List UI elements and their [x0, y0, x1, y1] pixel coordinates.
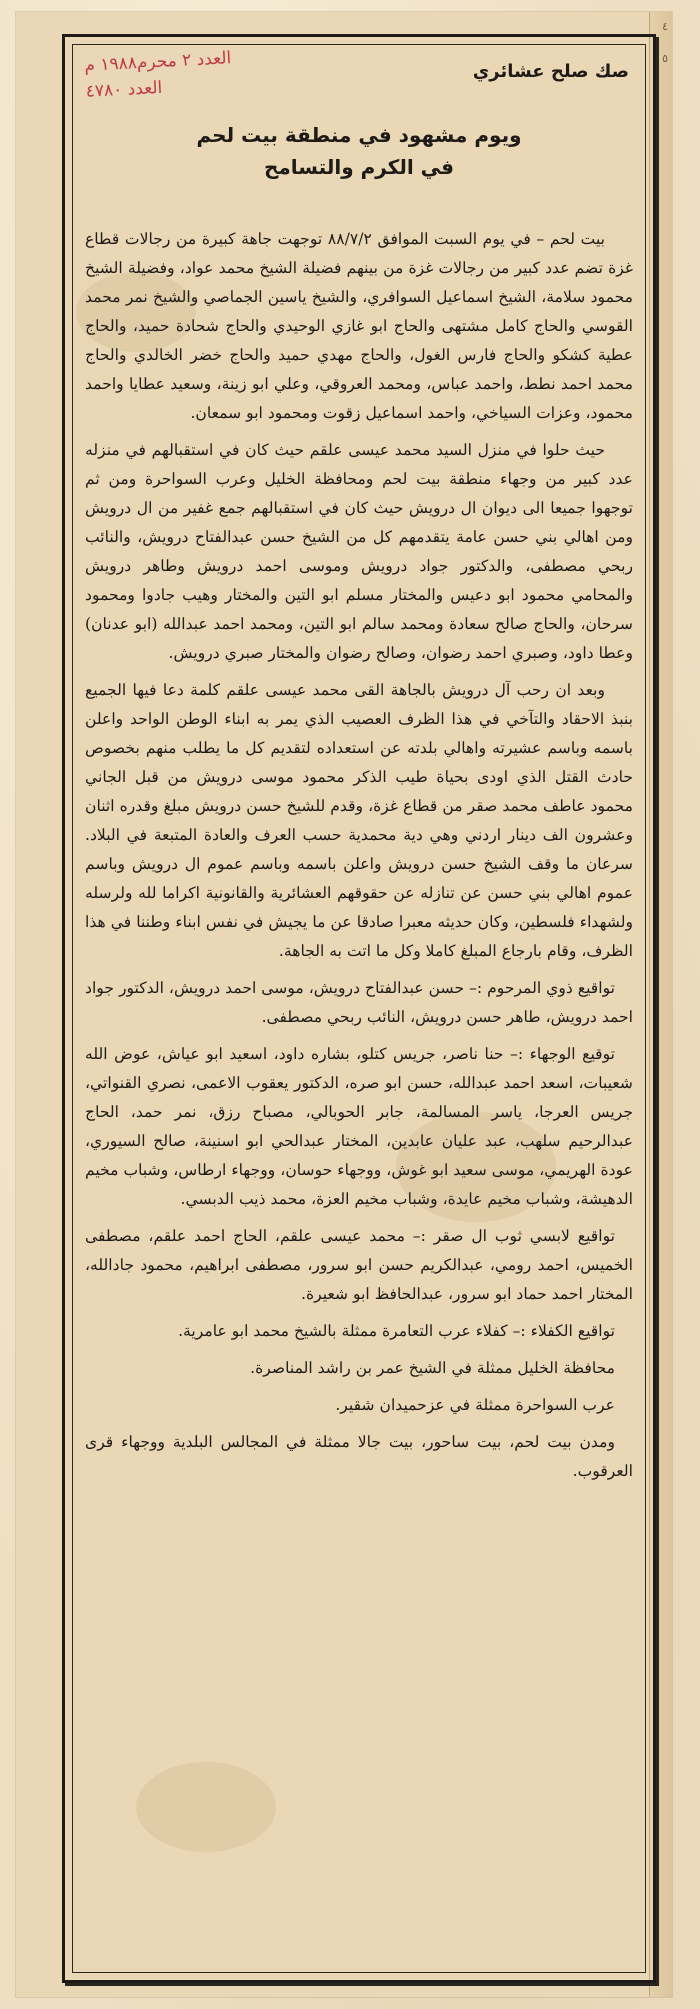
column-title: صك صلح عشائري: [472, 61, 629, 82]
paragraph-sawahra: عرب السواحرة ممثلة في عزحميدان شقير.: [335, 1396, 615, 1414]
paragraph-guarantors: تواقيع الكفلاء :– كفلاء عرب التعامرة ممثلة بالشيخ محمد ابو عامرية.: [178, 1322, 615, 1340]
article-content: [85, 41, 633, 1970]
headline: [85, 119, 633, 183]
handwritten-line-date: العدد ٢ محرم١٩٨٨ م: [83, 48, 232, 76]
paragraph-saqr-signatures: تواقيع لابسي ثوب ال صقر :– محمد عيسى علقم، الحاج احمد علقم، مصطفى الخميس، احمد رومي، عبدالكريم حسن ابو سرور، مصطفى ابراهيم، محمود جادالله، المختار احمد حماد ابو سرور، عبدالحافظ ابو شعيرة.: [85, 1227, 633, 1303]
article-body: [85, 225, 633, 1486]
paragraph-hebron: محافظة الخليل ممثلة في الشيخ عمر بن راشد المناصرة.: [250, 1359, 615, 1377]
handwritten-date-note: [84, 45, 234, 105]
paragraph-reconciliation: وبعد ان رحب آل درويش بالجاهة القى محمد عيسى علقم كلمة دعا فيها الجميع بنبذ الاحقاد والتآخي في هذا الظرف العصيب الذي يمر به ابناء الوطن الواحد واعلن باسمه وباسم عشيرته واهالي بلدته عن استعداده لتقديم كل ما يطلب منهم بخصوص حادث القتل الذي اودى بحياة طيب الذكر محمود موسى درويش من قبل الجاني محمود عاطف محمد صقر من قطاع غزة، وقدم للشيخ حسن درويش مبلغ وقدره اثنان وعشرون الف دينار اردني وهي دية محمدية حسب العرف والعادة المتبعة في البلاد. سرعان ما وقف الشيخ حسن درويش واعلن باسمه وباسم عموم ال درويش وباسم عموم اهالي بني حسن عن تنازله عن حقوقهم العشائرية والقانونية اكراما لله ولرسله ولشهداء فلسطين، وكان حديثه معبرا صادقا عن ما يجيش في نفس ابناء وطننا في هذا الظرف، وقام بارجاع المبلغ كاملا وكل ما اتت به الجاهة.: [85, 681, 633, 960]
article-header: [85, 41, 633, 105]
headline-line-2: في الكرم والتسامح: [264, 155, 454, 179]
paragraph-reception: حيث حلوا في منزل السيد محمد عيسى علقم حيث كان في استقبالهم في منزله عدد كبير من وجهاء منطقة بيت لحم ومحافظة الخليل وعرب السواحرة ومن ثم توجهوا جميعا الى ديوان ال درويش حيث كان في استقبالهم جمع غفير من ال درويش ومن اهالي بني حسن عامة يتقدمهم كل من الشيخ حسن عبدالفتاح درويش، والنائب ربحي مصطفى، والدكتور جواد درويش وموسى احمد درويش وطاهر درويش والمحامي محمود ابو دعيس والمختار مسلم ابو التين والمختار وهيب جادوا ومحمود سرحان، والحاج صالح سعادة ومحمد سالم ابو التين، ومحمد احمد عبدالله (ابو عدنان) وعطا داود، وصبري احمد رضوان، وصالح رضوان والمختار صبري درويش.: [85, 441, 633, 662]
edge-mark: ٤: [662, 20, 668, 33]
paragraph-notables-signatures: توقيع الوجهاء :– حنا ناصر، جريس كتلو، بشاره داود، اسعيد ابو عياش، عوض الله شعيبات، اسعد احمد عبدالله، حسن ابو صره، الدكتور يعقوب الاعمى، نصري القنواتي، جريس العرجا، ياسر المسالمة، جابر الحوبالي، مصباح رزق، نمر حمد، الحاج عبدالرحيم سلهب، عبد عليان عابدين، المختار عبدالحي ابو اسنينة، صالح السيوري، عودة الهريمي، موسى سعيد ابو غوش، ووجهاء حوسان، ووجهاء ارطاس، وشباب مخيم الدهيشة، وشباب مخيم عايدة، وشباب مخيم العزة، محمد ذيب الدبسي.: [85, 1045, 633, 1208]
newspaper-clipping: [16, 12, 672, 1997]
paragraph-intro: بيت لحم – في يوم السبت الموافق ٨٨/٧/٢ توجهت جاهة كبيرة من رجالات قطاع غزة تضم عدد كبير من رجالات غزة من بينهم فضيلة الشيخ محمد عواد، وفضيلة الشيخ محمود سلامة، الشيخ اسماعيل السوافري، والشيخ ياسين الجماصي والشيخ نمر محمد القوسي والحاج كامل مشتهى والحاج ابو غازي الوحيدي والحاج شحادة حميد، والحاج عطية كشكو والحاج فارس الغول، والحاج مهدي حميد والحاج خضر الخالدي والحاج محمد احمد نطط، واحمد عباس، ومحمد العروقي، وعلي ابو زينة، وسعيد عطايا واحمد محمود، وعزات السياخي، واحمد اسماعيل زقوت ومحمود ابو سمعان.: [85, 230, 633, 422]
headline-line-1: ويوم مشهود في منطقة بيت لحم: [196, 123, 522, 147]
edge-mark: ٥: [662, 52, 668, 65]
handwritten-line-issue: العدد ٤٧٨٠: [85, 77, 163, 102]
paragraph-cities: ومدن بيت لحم، بيت ساحور، بيت جالا ممثلة في المجالس البلدية ووجهاء قرى العرقوب.: [85, 1433, 633, 1480]
paragraph-family-signatures: تواقيع ذوي المرحوم :– حسن عبدالفتاح درويش، موسى احمد درويش، الدكتور جواد احمد درويش، طاهر حسن درويش، النائب ربحي مصطفى.: [85, 979, 633, 1026]
article-frame: [62, 34, 656, 1983]
